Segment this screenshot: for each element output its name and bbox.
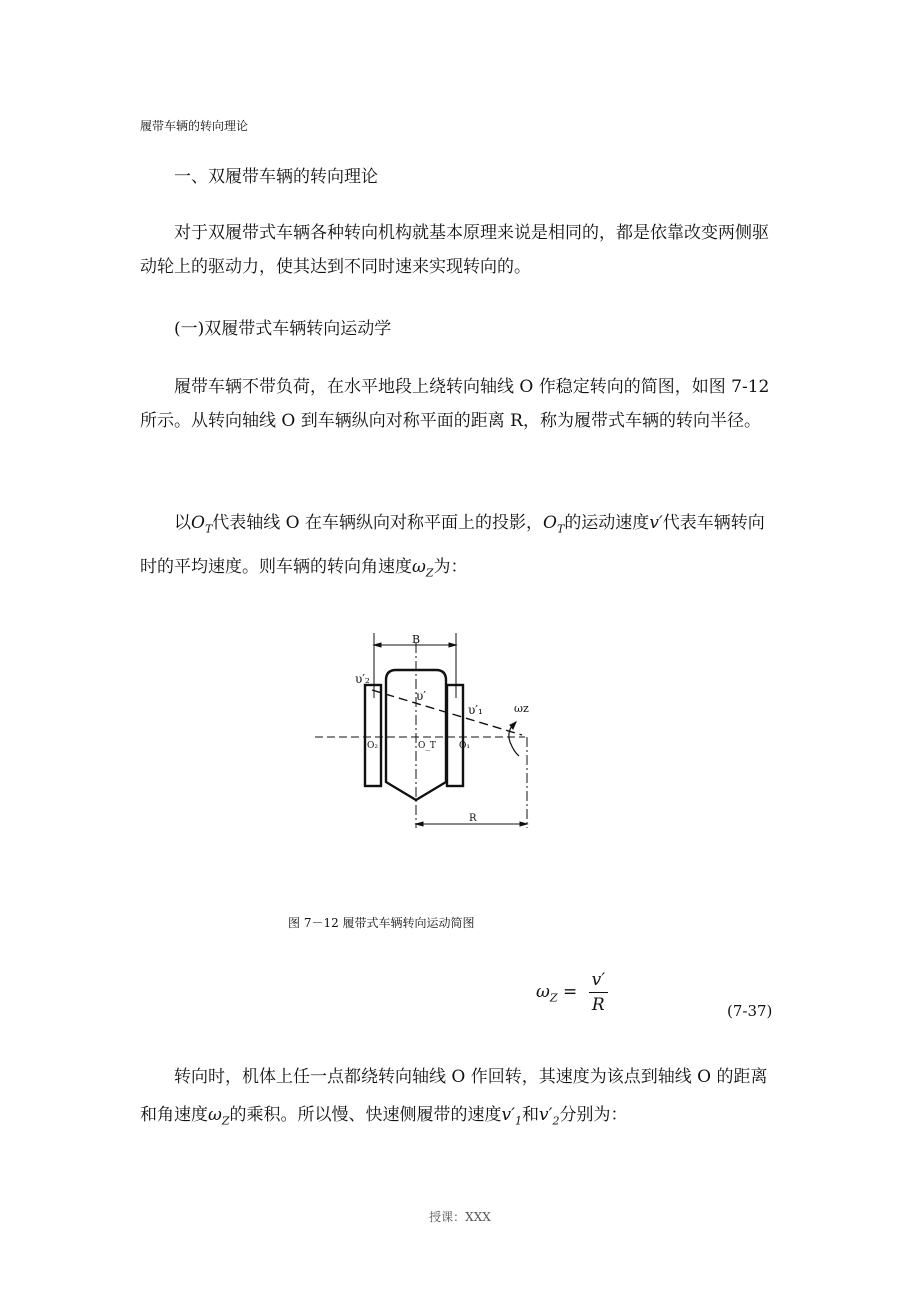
symbol-v2: $v'_2$ xyxy=(539,1105,560,1128)
label-o2: O₂ xyxy=(367,741,378,751)
label-v2: υ′₂ xyxy=(355,672,370,686)
label-v1: υ′₁ xyxy=(468,703,483,717)
equation-denominator: R xyxy=(591,995,605,1015)
para4-text-4: 分别为： xyxy=(559,1105,628,1125)
figure-7-12-diagram xyxy=(310,628,540,838)
label-b: B xyxy=(412,633,421,646)
label-omega: ωz xyxy=(514,702,529,715)
equation-equals: = xyxy=(562,982,578,1002)
figure-caption: 图 7－12 履带式车辆转向运动简图 xyxy=(288,916,475,930)
equation-number: (7-37) xyxy=(727,1002,773,1020)
symbol-ot: $O_T$ xyxy=(191,513,213,536)
section-title: 一、双履带车辆的转向理论 xyxy=(174,167,378,187)
symbol-vprime: v′ xyxy=(649,513,663,533)
para3-text-4: 代表车辆转向时的平均速度。则车辆的转向角速度 xyxy=(140,513,765,578)
label-ot: O_T xyxy=(418,741,436,751)
para3-text-2: 代表轴线 O 在车辆纵向对称平面上的投影， xyxy=(212,513,544,533)
equation-fraction xyxy=(589,970,608,1015)
para3-text-1: 以 xyxy=(174,513,191,533)
para3-text-5: 为： xyxy=(433,557,468,578)
paragraph-4 xyxy=(140,1058,780,1140)
paragraph-3 xyxy=(140,504,780,593)
symbol-omega-z: $\omega_Z$ xyxy=(412,557,434,580)
page-header: 履带车辆的转向理论 xyxy=(140,119,249,133)
equation-7-37 xyxy=(536,970,608,1022)
para3-text-3: 的运动速度 xyxy=(564,513,650,533)
para4-text-3: 和 xyxy=(522,1105,539,1125)
label-r: R xyxy=(469,813,477,824)
subsection-title: (一)双履带式车辆转向运动学 xyxy=(174,319,392,339)
paragraph-1: 对于双履带式车辆各种转向机构就基本原理来说是相同的，都是依靠改变两侧驱动轮上的驱动力，使其达到不同时速来实现转向的。 xyxy=(140,223,769,277)
label-o1: O₁ xyxy=(459,741,470,751)
para4-text-2: 的乘积。所以慢、快速侧履带的速度 xyxy=(229,1105,502,1125)
symbol-v1: $v'_1$ xyxy=(501,1105,522,1128)
paragraph-2: 履带车辆不带负荷，在水平地段上绕转向轴线 O 作稳定转向的简图，如图 7-12 所示。从转向轴线 O 到车辆纵向对称平面的距离 R，称为履带式车辆的转向半径。 xyxy=(140,377,770,431)
label-v: υ′ xyxy=(416,689,427,703)
para4-text-1: 转向时，机体上任一点都绕转向轴线 O 作回转，其速度为该点到轴线 O 的距离和角速度 xyxy=(140,1067,768,1125)
equation-numerator: v′ xyxy=(589,970,608,993)
symbol-omega-z-2: $\omega_Z$ xyxy=(208,1105,230,1128)
equation-lhs: $\omega_Z$ xyxy=(536,982,558,1005)
symbol-ot-2: $O_T$ xyxy=(543,513,565,536)
page-footer: 授课：XXX xyxy=(429,1210,491,1224)
